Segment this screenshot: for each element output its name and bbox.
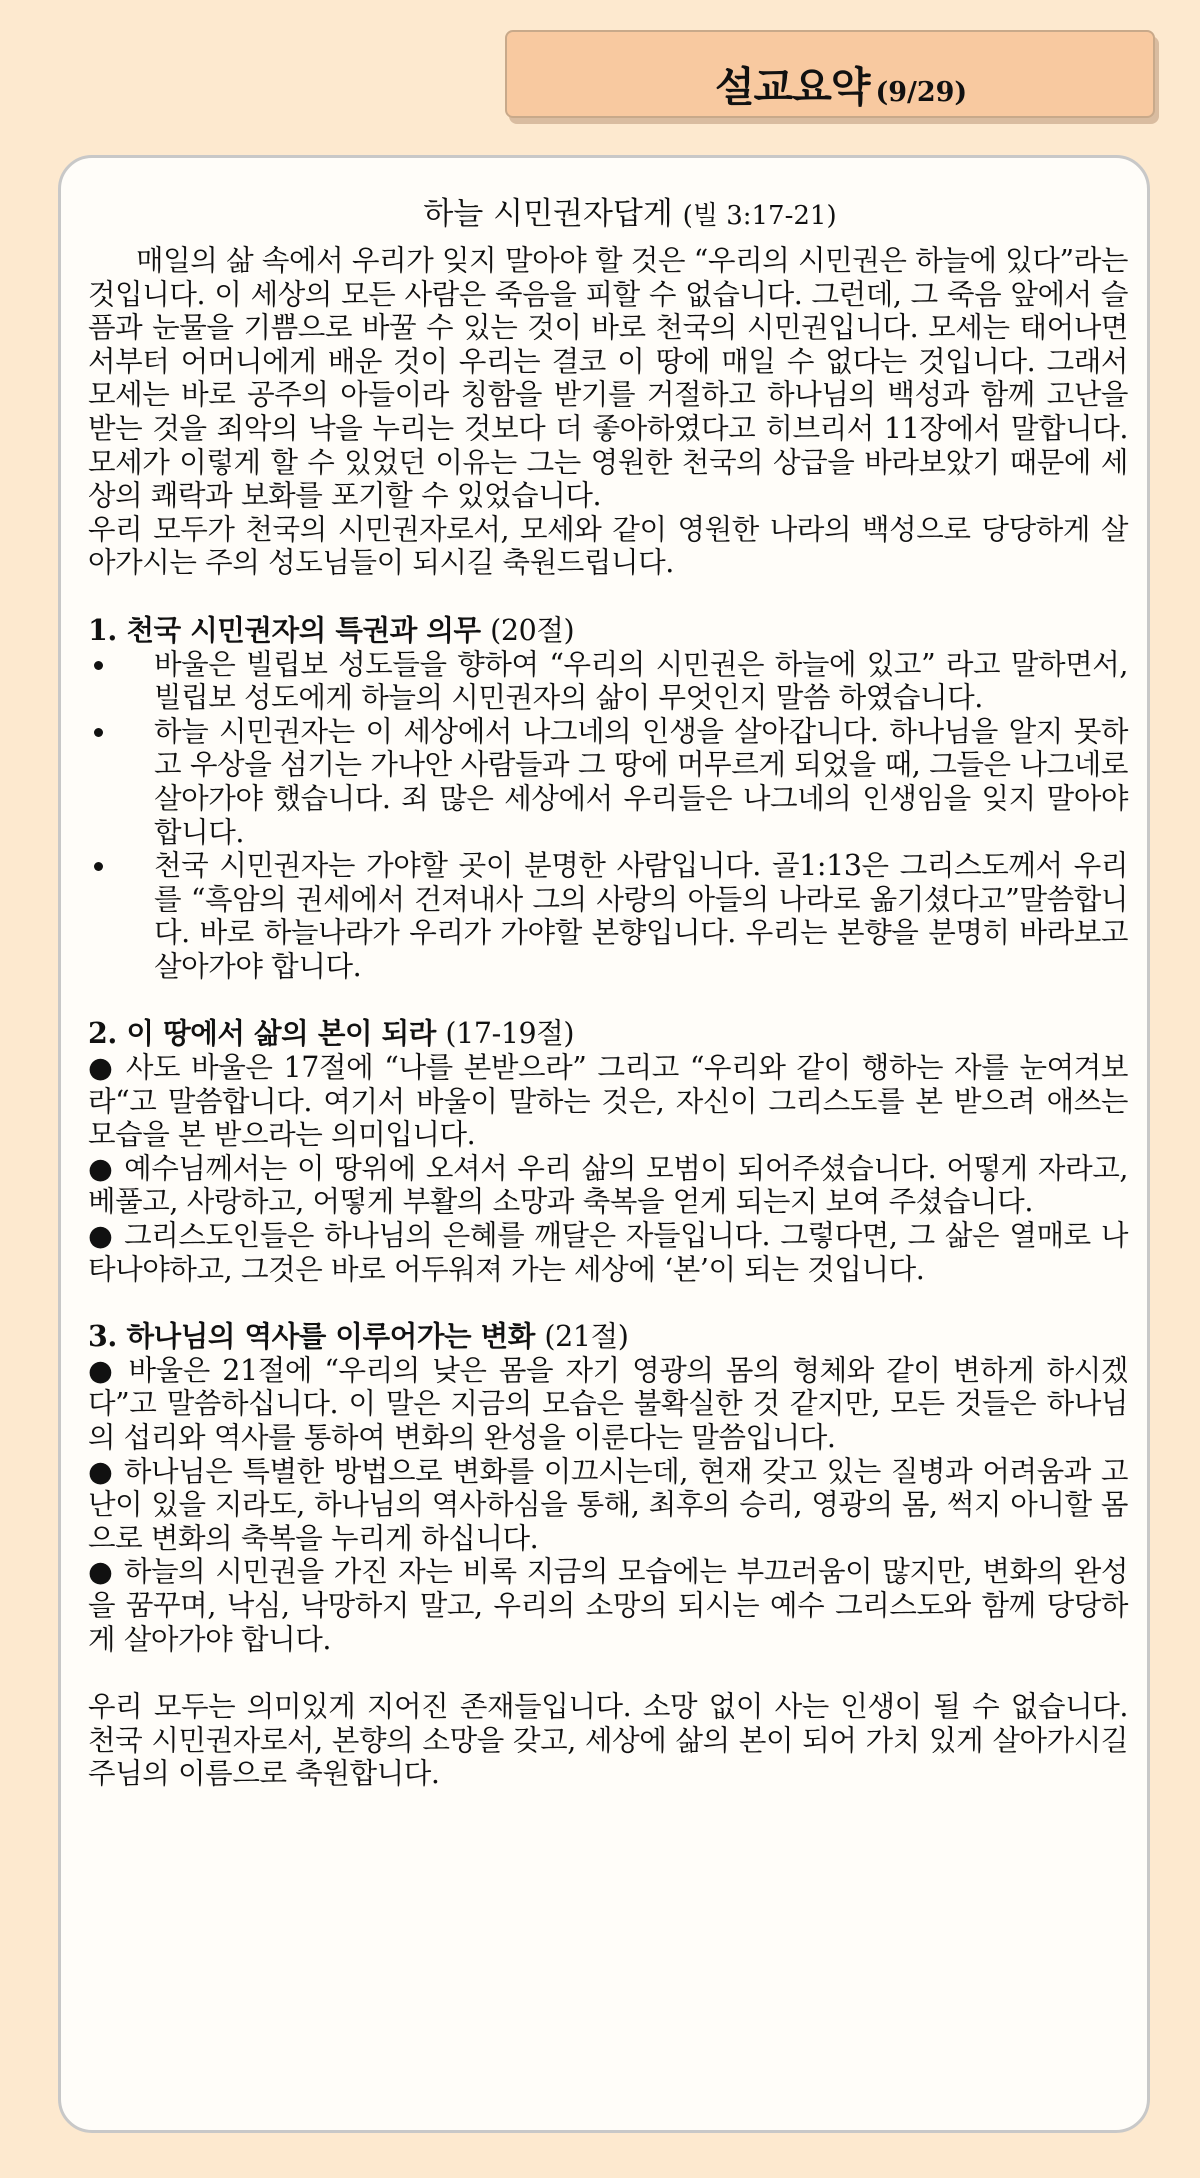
header-title — [715, 54, 967, 113]
intro-blessing: 우리 모두가 천국의 시민권자로서, 모세와 같이 영원한 나라의 백성으로 당당하게 살아가시는 주의 성도님들이 되시길 축원드립니다. — [88, 512, 1128, 580]
section-2-heading-text: 2. 이 땅에서 삶의 본이 되라 — [88, 1016, 436, 1051]
section-1-heading-text: 1. 천국 시민권자의 특권과 의무 — [88, 612, 481, 647]
section-3-range: (21절) — [544, 1320, 629, 1354]
section-3-point: ● 바울은 21절에 “우리의 낮은 몸을 자기 영광의 몸의 형체와 같이 변하게 하시겠다”고 말씀하십니다. 이 말은 지금의 모습은 불확실한 것 같지만, 모든 것들은 하나님의 섭리와 역사를 통하여 변화의 완성을 이룬다는 말씀입니다. — [88, 1353, 1128, 1454]
section-gap — [88, 983, 1128, 1017]
section-1-heading — [88, 614, 1128, 648]
sermon-title-text: 하늘 시민권자답게 — [423, 196, 673, 232]
section-1-point: 천국 시민권자는 가야할 곳이 분명한 사람입니다. 골1:13은 그리스도께서 우리를 “흑암의 권세에서 건져내사 그의 사랑의 아들의 나라로 옮기셨다고”말씀합니다. 바로 하늘나라가 우리가 가야할 본향입니다. 우리는 본향을 분명히 바라보고 살아가야 합니다. — [88, 849, 1128, 983]
closing-blessing: 우리 모두는 의미있게 지어진 존재들입니다. 소망 없이 사는 인생이 될 수 없습니다. 천국 시민권자로서, 본향의 소망을 갖고, 세상에 삶의 본이 되어 가치 있게 살아가시길 주님의 이름으로 축원합니다. — [88, 1690, 1128, 1791]
section-2-heading — [88, 1017, 1128, 1051]
section-2-point: ● 사도 바울은 17절에 “나를 본받으라” 그리고 “우리와 같이 행하는 자를 눈여겨보라“고 말씀합니다. 여기서 바울이 말하는 것은, 자신이 그리스도를 본 받으려 애쓰는 모습을 본 받으라는 의미입니다. — [88, 1051, 1128, 1152]
scripture-reference: (빌 3:17-21) — [682, 201, 837, 231]
section-1-range: (20절) — [490, 613, 575, 647]
section-2-point: ● 예수님께서는 이 땅위에 오셔서 우리 삶의 모범이 되어주셨습니다. 어떻게 자라고, 베풀고, 사랑하고, 어떻게 부활의 소망과 축복을 얻게 되는지 보여 주셨습니다. — [88, 1151, 1128, 1219]
header-title-text: 설교요약 — [715, 63, 870, 111]
section-3-heading — [88, 1320, 1128, 1354]
section-3-heading-text: 3. 하나님의 역사를 이루어가는 변화 — [88, 1319, 535, 1354]
sermon-content — [88, 190, 1128, 1791]
section-3-point: ● 하늘의 시민권을 가진 자는 비록 지금의 모습에는 부끄러움이 많지만, 변화의 완성을 꿈꾸며, 낙심, 낙망하지 말고, 우리의 소망의 되시는 예수 그리스도와 함께 당당하게 살아가야 합니다. — [88, 1555, 1128, 1656]
section-1-point: 하늘 시민권자는 이 세상에서 나그네의 인생을 살아갑니다. 하나님을 알지 못하고 우상을 섬기는 가나안 사람들과 그 땅에 머무르게 되었을 때, 그들은 나그네로 살아가야 했습니다. 죄 많은 세상에서 우리들은 나그네의 인생임을 잊지 말아야 합니다. — [88, 715, 1128, 849]
section-1-point: 바울은 빌립보 성도들을 향하여 “우리의 시민권은 하늘에 있고” 라고 말하면서, 빌립보 성도에게 하늘의 시민권자의 삶이 무엇인지 말씀 하였습니다. — [88, 648, 1128, 715]
section-1-points — [88, 648, 1128, 984]
section-gap — [88, 1286, 1128, 1320]
section-gap — [88, 580, 1128, 614]
intro-paragraph: 매일의 삶 속에서 우리가 잊지 말아야 할 것은 “우리의 시민권은 하늘에 있다”라는 것입니다. 이 세상의 모든 사람은 죽음을 피할 수 없습니다. 그런데, 그 죽음 앞에서 슬픔과 눈물을 기쁨으로 바꿀 수 있는 것이 바로 천국의 시민권입니다. 모세는 태어나면서부터 어머니에게 배운 것이 우리는 결코 이 땅에 매일 수 없다는 것입니다. 그래서 모세는 바로 공주의 아들이라 칭함을 받기를 거절하고 하나님의 백성과 함께 고난을 받는 것을 죄악의 낙을 누리는 것보다 더 좋아하였다고 히브리서 11장에서 말합니다. 모세가 이렇게 할 수 있었던 이유는 그는 영원한 천국의 상급을 바라보았기 때문에 세상의 쾌락과 보화를 포기할 수 있었습니다. — [88, 244, 1128, 513]
header-date: (9/29) — [875, 77, 968, 108]
section-2-point: ● 그리스도인들은 하나님의 은혜를 깨달은 자들입니다. 그렇다면, 그 삶은 열매로 나타나야하고, 그것은 바로 어두워져 가는 세상에 ‘본’이 되는 것입니다. — [88, 1219, 1128, 1286]
section-2-range: (17-19절) — [445, 1017, 575, 1051]
sermon-title — [88, 190, 1128, 240]
section-gap — [88, 1656, 1128, 1690]
section-3-point: ● 하나님은 특별한 방법으로 변화를 이끄시는데, 현재 갖고 있는 질병과 어려움과 고난이 있을 지라도, 하나님의 역사하심을 통해, 최후의 승리, 영광의 몸, 썩지 아니할 몸으로 변화의 축복을 누리게 하십니다. — [88, 1454, 1128, 1555]
